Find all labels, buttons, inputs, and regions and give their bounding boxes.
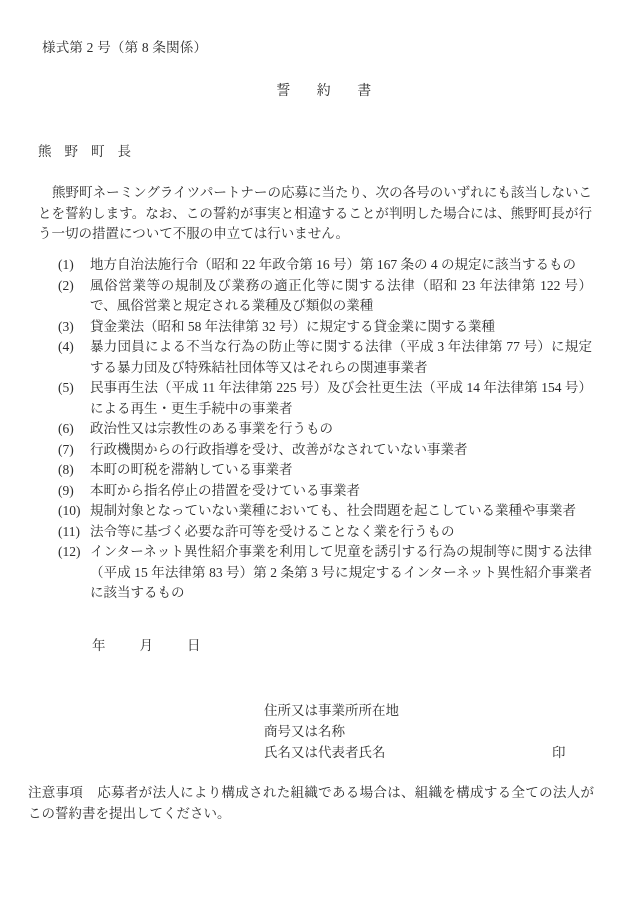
clause-text: 貸金業法（昭和 58 年法律第 32 号）に規定する貸金業に関する業種 <box>90 318 495 334</box>
clause-text: 暴力団員による不当な行為の防止等に関する法律（平成 3 年法律第 77 号）に規定する暴力団及び特殊結社団体等又はそれらの関連事業者 <box>90 339 592 375</box>
signature-block <box>264 700 584 763</box>
clause-text: 規制対象となっていない業種においても、社会問題を起こしている業種や事業者 <box>90 503 576 518</box>
clause-item <box>58 337 592 378</box>
date-month-label: 月 <box>139 638 153 653</box>
clause-text: 法令等に基づく必要な許可等を受けることなく業を行うもの <box>90 523 455 539</box>
clause-number: (12) <box>58 544 81 559</box>
date-line <box>92 634 201 654</box>
clause-item <box>58 440 592 461</box>
opening-paragraph: 熊野町ネーミングライツパートナーの応募に当たり、次の各号のいずれにも該当しないことを誓約します。なお、この誓約が事実と相違することが判明した場合には、熊野町長が行う一切の措置について不服の申立ては行いません。 <box>38 185 592 241</box>
footer-note <box>28 783 594 824</box>
clause-number: (6) <box>58 421 74 436</box>
clause-text: 地方自治法施行令（昭和 22 年政令第 16 号）第 167 条の 4 の規定に該当するもの <box>90 257 576 272</box>
clause-number: (1) <box>58 257 74 272</box>
clause-text: 本町の町税を滞納している事業者 <box>90 462 293 477</box>
clause-text: 民事再生法（平成 11 年法律第 225 号）及び会社更生法（平成 14 年法律第 154 号）による再生・更生手続中の事業者 <box>90 380 592 416</box>
clause-number: (2) <box>58 277 74 293</box>
clause-item <box>58 255 592 276</box>
form-number: 様式第 2 号（第 8 条関係） <box>42 40 208 55</box>
clause-number: (11) <box>58 523 80 539</box>
footer-note-label: 注意事項 <box>28 785 84 800</box>
clause-item <box>58 460 592 481</box>
document-title-char-2: 約 <box>316 84 332 99</box>
clause-number: (7) <box>58 441 74 457</box>
clause-text: 風俗営業等の規制及び業務の適正化等に関する法律（昭和 23 年法律第 122 号）で、風俗営業と規定される業種及び類似の業種 <box>90 277 592 313</box>
signature-representative-name-field <box>264 742 584 763</box>
clause-item <box>58 522 592 543</box>
clause-text: 本町から指名停止の措置を受けている事業者 <box>90 482 360 498</box>
addressee <box>38 140 131 160</box>
date-year-label: 年 <box>92 638 106 653</box>
addressee-char-1: 熊 <box>38 144 52 159</box>
seal-mark: 印 <box>552 745 566 760</box>
clause-number: (4) <box>58 339 74 354</box>
addressee-char-2: 野 <box>64 144 78 159</box>
date-day-label: 日 <box>187 638 201 653</box>
clause-list <box>58 255 592 604</box>
clause-text: インターネット異性紹介事業を利用して児童を誘引する行為の規制等に関する法律（平成 15 年法律第 83 号）第 2 条第 3 号に規定するインターネット異性紹介事業者に該当するもの <box>90 544 592 600</box>
clause-item <box>58 501 592 522</box>
document-title-char-1: 誓 <box>276 84 291 99</box>
footer-note-text: 応募者が法人により構成された組織である場合は、組織を構成する全ての法人がこの誓約書を提出してください。 <box>28 785 595 821</box>
document-title <box>0 80 630 100</box>
clause-number: (9) <box>58 482 74 498</box>
clause-number: (10) <box>58 503 81 518</box>
signature-address-field: 住所又は事業所所在地 <box>264 703 399 718</box>
clause-item <box>58 419 592 440</box>
signature-company-name-field: 商号又は名称 <box>264 724 345 739</box>
clause-item <box>58 542 592 604</box>
addressee-char-3: 町 <box>91 144 105 159</box>
clause-number: (3) <box>58 318 74 334</box>
clause-number: (5) <box>58 380 74 395</box>
clause-item <box>58 378 592 419</box>
clause-item <box>58 276 592 317</box>
clause-text: 行政機関からの行政指導を受け、改善がなされていない事業者 <box>90 441 468 457</box>
signature-representative-name-label: 氏名又は代表者氏名 <box>264 745 386 760</box>
clause-item <box>58 481 592 502</box>
addressee-char-4: 長 <box>117 144 131 159</box>
clause-text: 政治性又は宗教性のある事業を行うもの <box>90 421 333 436</box>
clause-number: (8) <box>58 462 74 477</box>
document-title-char-3: 書 <box>357 84 372 99</box>
clause-item <box>58 317 592 338</box>
